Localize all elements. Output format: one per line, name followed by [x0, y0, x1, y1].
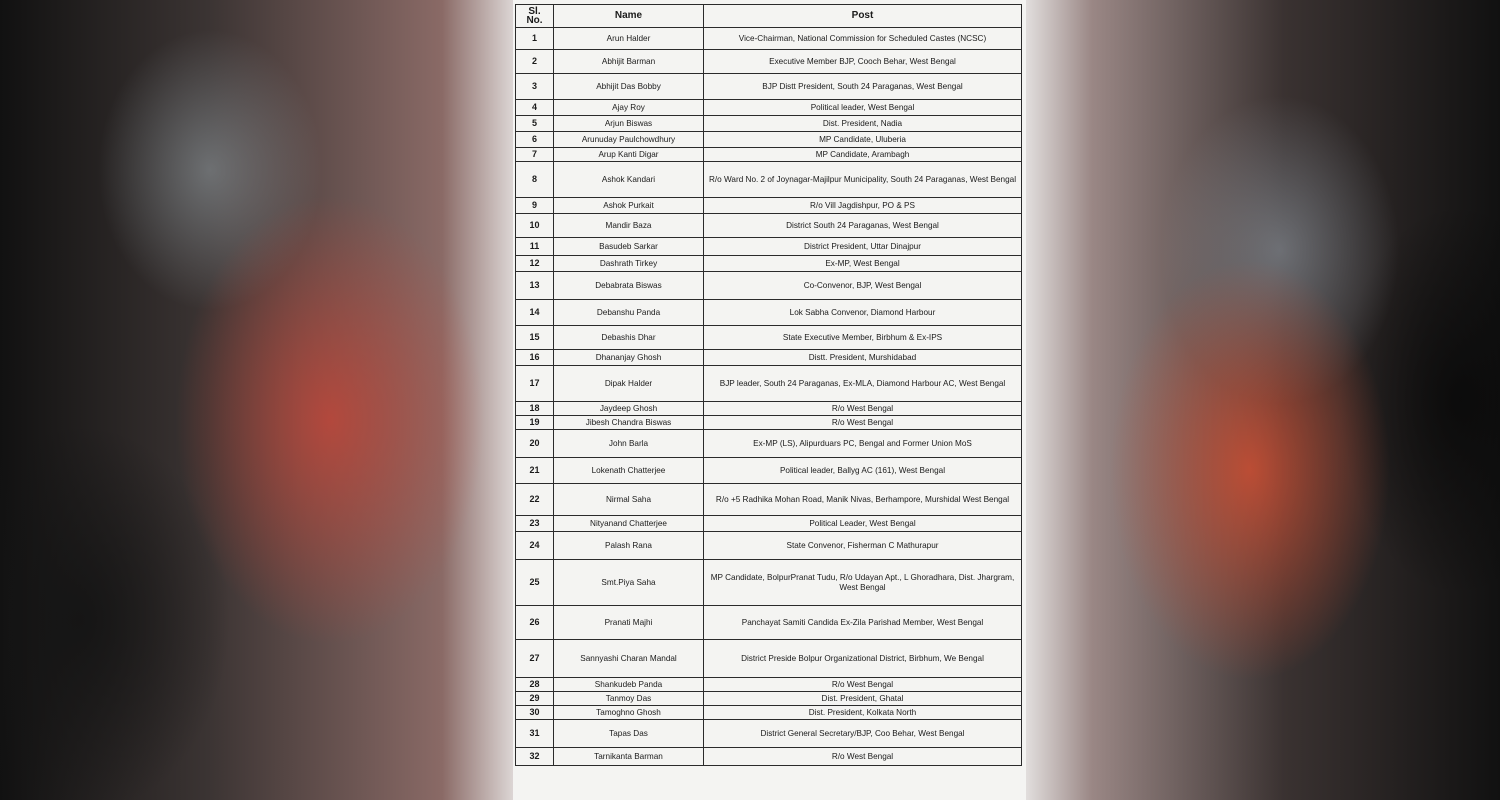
cell-name: Nirmal Saha: [554, 484, 704, 516]
cell-post: Political leader, Ballyg AC (161), West Bengal: [704, 458, 1022, 484]
cell-post: BJP Distt President, South 24 Paraganas, West Bengal: [704, 74, 1022, 100]
cell-post: R/o Vill Jagdishpur, PO & PS: [704, 198, 1022, 214]
cell-name: Mandir Baza: [554, 214, 704, 238]
cell-sl-no: 29: [516, 692, 554, 706]
cell-name: Debashis Dhar: [554, 326, 704, 350]
table-row: [516, 416, 1022, 430]
table-row: [516, 350, 1022, 366]
cell-post: MP Candidate, Arambagh: [704, 148, 1022, 162]
cell-name: Jibesh Chandra Biswas: [554, 416, 704, 430]
cell-sl-no: 13: [516, 272, 554, 300]
cell-post: Co-Convenor, BJP, West Bengal: [704, 272, 1022, 300]
cell-post: R/o West Bengal: [704, 678, 1022, 692]
cell-post: District President, Uttar Dinajpur: [704, 238, 1022, 256]
table-row: [516, 198, 1022, 214]
cell-post: Political leader, West Bengal: [704, 100, 1022, 116]
cell-post: R/o Ward No. 2 of Joynagar-Majilpur Municipality, South 24 Paraganas, West Bengal: [704, 162, 1022, 198]
table-row: [516, 50, 1022, 74]
table-row: [516, 214, 1022, 238]
table-row: [516, 132, 1022, 148]
cell-name: Dashrath Tirkey: [554, 256, 704, 272]
table-header-row: [516, 5, 1022, 28]
table-row: [516, 560, 1022, 606]
cell-sl-no: 28: [516, 678, 554, 692]
cell-name: Jaydeep Ghosh: [554, 402, 704, 416]
cell-sl-no: 2: [516, 50, 554, 74]
cell-post: R/o West Bengal: [704, 416, 1022, 430]
table-row: [516, 100, 1022, 116]
cell-post: Vice-Chairman, National Commission for Scheduled Castes (NCSC): [704, 28, 1022, 50]
table-row: [516, 272, 1022, 300]
cell-name: Pranati Majhi: [554, 606, 704, 640]
cell-post: Panchayat Samiti Candida Ex-Zila Parishad Member, West Bengal: [704, 606, 1022, 640]
cell-sl-no: 15: [516, 326, 554, 350]
cell-name: Tapas Das: [554, 720, 704, 748]
cell-post: Dist. President, Ghatal: [704, 692, 1022, 706]
cell-sl-no: 21: [516, 458, 554, 484]
cell-sl-no: 6: [516, 132, 554, 148]
cell-post: State Executive Member, Birbhum & Ex-IPS: [704, 326, 1022, 350]
cell-sl-no: 7: [516, 148, 554, 162]
blurred-background-left: [0, 0, 520, 800]
cell-post: Lok Sabha Convenor, Diamond Harbour: [704, 300, 1022, 326]
cell-post: Dist. President, Kolkata North: [704, 706, 1022, 720]
table-row: [516, 516, 1022, 532]
cell-post: Ex-MP, West Bengal: [704, 256, 1022, 272]
header-sl-no: Sl. No.: [516, 5, 554, 28]
cell-post: BJP leader, South 24 Paraganas, Ex-MLA, Diamond Harbour AC, West Bengal: [704, 366, 1022, 402]
cell-post: Executive Member BJP, Cooch Behar, West Bengal: [704, 50, 1022, 74]
cell-post: R/o +5 Radhika Mohan Road, Manik Nivas, Berhampore, Murshidal West Bengal: [704, 484, 1022, 516]
members-table: [515, 4, 1022, 766]
cell-sl-no: 4: [516, 100, 554, 116]
cell-sl-no: 27: [516, 640, 554, 678]
blurred-background-right: [1020, 0, 1500, 800]
cell-name: Dhananjay Ghosh: [554, 350, 704, 366]
cell-sl-no: 31: [516, 720, 554, 748]
cell-post: Ex-MP (LS), Alipurduars PC, Bengal and Former Union MoS: [704, 430, 1022, 458]
cell-name: Ajay Roy: [554, 100, 704, 116]
table-row: [516, 366, 1022, 402]
table-row: [516, 74, 1022, 100]
cell-sl-no: 30: [516, 706, 554, 720]
table-row: [516, 430, 1022, 458]
cell-sl-no: 8: [516, 162, 554, 198]
cell-sl-no: 16: [516, 350, 554, 366]
table-row: [516, 606, 1022, 640]
cell-name: Palash Rana: [554, 532, 704, 560]
cell-name: Abhijit Das Bobby: [554, 74, 704, 100]
table-row: [516, 748, 1022, 766]
cell-sl-no: 18: [516, 402, 554, 416]
cell-name: Smt.Piya Saha: [554, 560, 704, 606]
table-row: [516, 238, 1022, 256]
cell-post: District South 24 Paraganas, West Bengal: [704, 214, 1022, 238]
table-row: [516, 706, 1022, 720]
cell-post: Political Leader, West Bengal: [704, 516, 1022, 532]
cell-name: Ashok Purkait: [554, 198, 704, 214]
cell-sl-no: 14: [516, 300, 554, 326]
table-row: [516, 678, 1022, 692]
cell-name: Arun Halder: [554, 28, 704, 50]
cell-post: R/o West Bengal: [704, 402, 1022, 416]
table-row: [516, 692, 1022, 706]
cell-sl-no: 22: [516, 484, 554, 516]
cell-name: Dipak Halder: [554, 366, 704, 402]
cell-sl-no: 26: [516, 606, 554, 640]
cell-name: Ashok Kandari: [554, 162, 704, 198]
cell-sl-no: 19: [516, 416, 554, 430]
cell-name: Basudeb Sarkar: [554, 238, 704, 256]
cell-name: Tarnikanta Barman: [554, 748, 704, 766]
cell-name: Nityanand Chatterjee: [554, 516, 704, 532]
cell-name: Shankudeb Panda: [554, 678, 704, 692]
cell-sl-no: 17: [516, 366, 554, 402]
cell-post: MP Candidate, Uluberia: [704, 132, 1022, 148]
cell-sl-no: 5: [516, 116, 554, 132]
table-row: [516, 402, 1022, 416]
cell-post: District General Secretary/BJP, Coo Behar, West Bengal: [704, 720, 1022, 748]
cell-sl-no: 12: [516, 256, 554, 272]
cell-sl-no: 3: [516, 74, 554, 100]
table-row: [516, 326, 1022, 350]
cell-sl-no: 24: [516, 532, 554, 560]
table-row: [516, 532, 1022, 560]
cell-sl-no: 23: [516, 516, 554, 532]
table-row: [516, 256, 1022, 272]
cell-name: Tanmoy Das: [554, 692, 704, 706]
cell-sl-no: 11: [516, 238, 554, 256]
table-row: [516, 300, 1022, 326]
table-row: [516, 720, 1022, 748]
table-row: [516, 458, 1022, 484]
cell-name: Sannyashi Charan Mandal: [554, 640, 704, 678]
cell-post: Dist. President, Nadia: [704, 116, 1022, 132]
table-row: [516, 484, 1022, 516]
table-row: [516, 148, 1022, 162]
cell-sl-no: 10: [516, 214, 554, 238]
cell-sl-no: 20: [516, 430, 554, 458]
cell-name: Abhijit Barman: [554, 50, 704, 74]
cell-name: Tamoghno Ghosh: [554, 706, 704, 720]
header-name: Name: [554, 5, 704, 28]
table-row: [516, 162, 1022, 198]
cell-name: Lokenath Chatterjee: [554, 458, 704, 484]
table-row: [516, 28, 1022, 50]
cell-name: Debabrata Biswas: [554, 272, 704, 300]
cell-sl-no: 1: [516, 28, 554, 50]
cell-sl-no: 32: [516, 748, 554, 766]
cell-post: State Convenor, Fisherman C Mathurapur: [704, 532, 1022, 560]
cell-name: Arunuday Paulchowdhury: [554, 132, 704, 148]
cell-post: MP Candidate, BolpurPranat Tudu, R/o Udayan Apt., L Ghoradhara, Dist. Jhargram, West Bengal: [704, 560, 1022, 606]
cell-name: Arjun Biswas: [554, 116, 704, 132]
cell-sl-no: 9: [516, 198, 554, 214]
document-page: [513, 0, 1026, 800]
table-row: [516, 116, 1022, 132]
cell-post: District Preside Bolpur Organizational District, Birbhum, We Bengal: [704, 640, 1022, 678]
cell-sl-no: 25: [516, 560, 554, 606]
cell-name: Debanshu Panda: [554, 300, 704, 326]
header-post: Post: [704, 5, 1022, 28]
cell-name: John Barla: [554, 430, 704, 458]
cell-name: Arup Kanti Digar: [554, 148, 704, 162]
cell-post: R/o West Bengal: [704, 748, 1022, 766]
cell-post: Distt. President, Murshidabad: [704, 350, 1022, 366]
table-row: [516, 640, 1022, 678]
